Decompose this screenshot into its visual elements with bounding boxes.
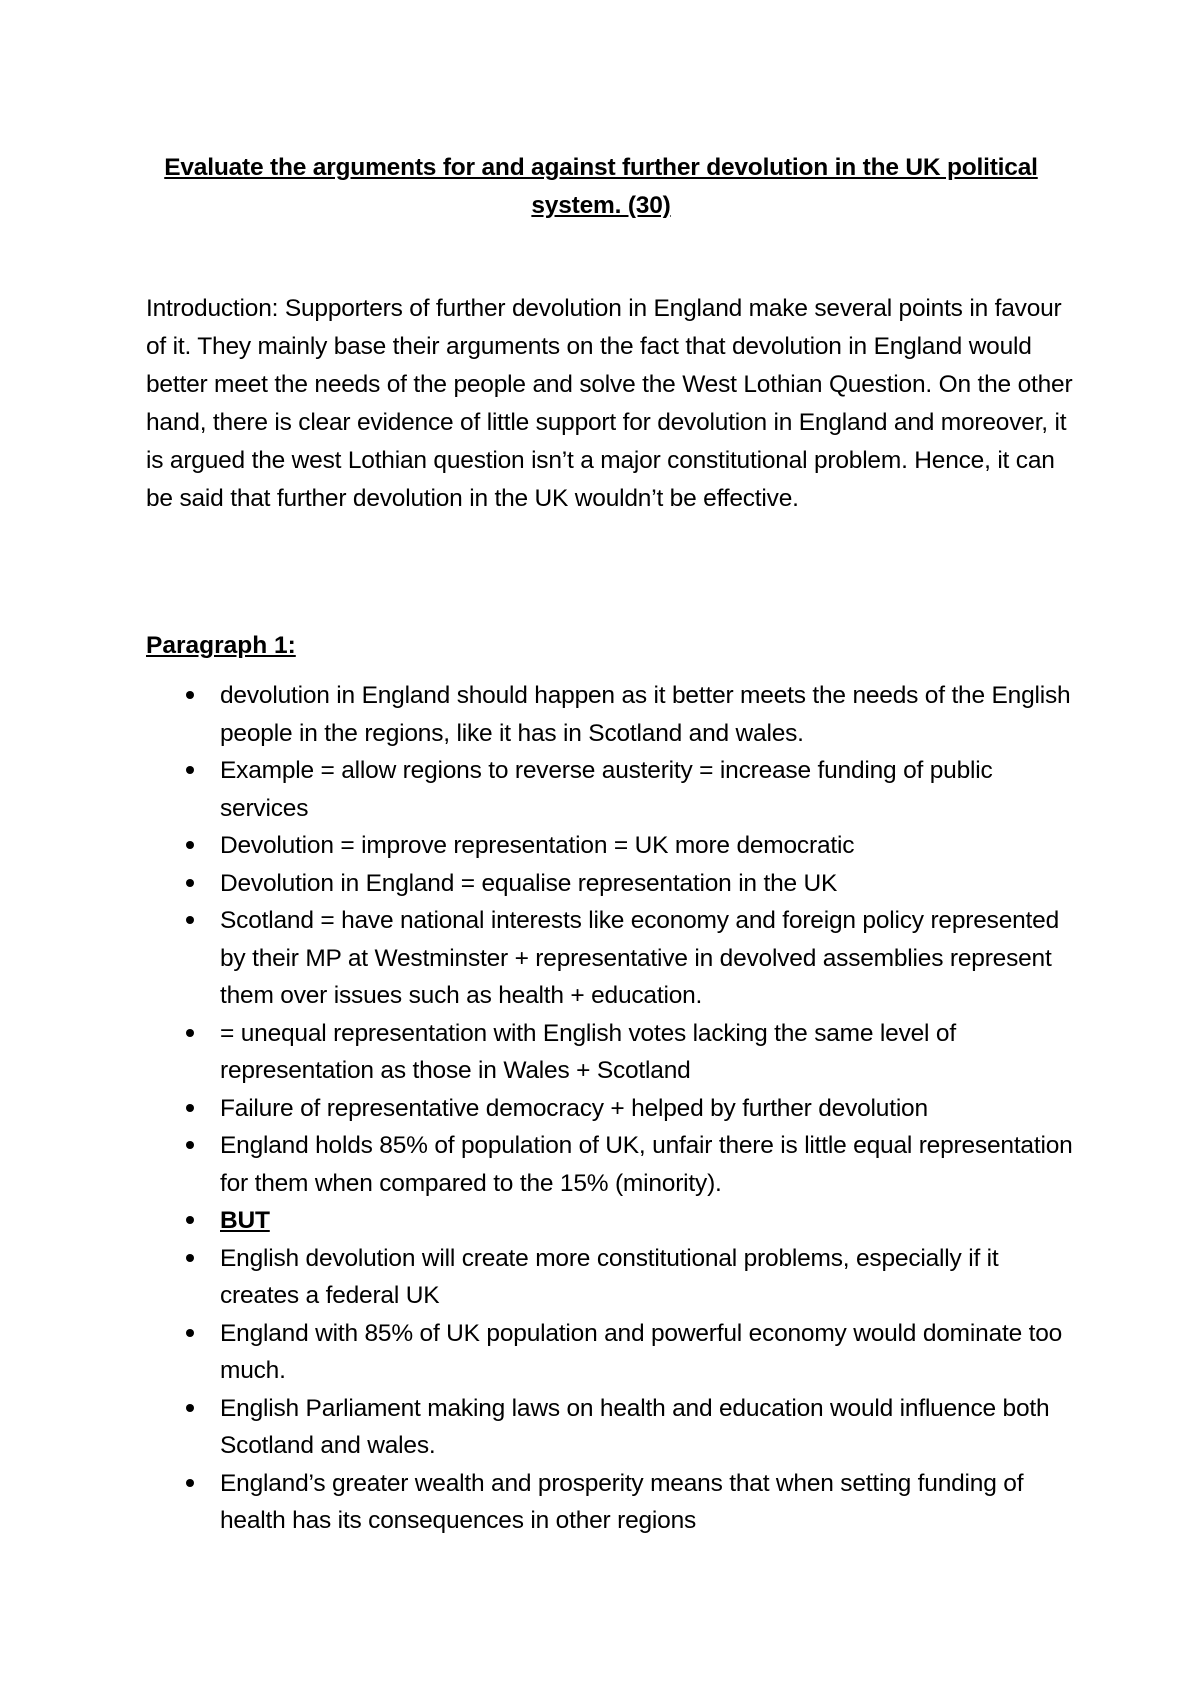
bullet-text: Failure of representative democracy + helped by further devolution xyxy=(220,1094,928,1122)
bullet-item xyxy=(146,865,1076,903)
bullet-text: Scotland = have national interests like economy and foreign policy represented by their MP at Westminster + representative in devolved assemblies represent them over issues such as health + education. xyxy=(220,907,1060,1009)
paragraph-1-bullet-list xyxy=(146,677,1076,1540)
bullet-icon xyxy=(186,916,194,924)
bullet-text-but: BUT xyxy=(220,1207,270,1234)
bullet-item xyxy=(146,752,1076,827)
bullet-icon xyxy=(186,1329,194,1337)
bullet-icon xyxy=(186,691,194,699)
bullet-icon xyxy=(186,1141,194,1149)
bullet-item xyxy=(146,1240,1076,1315)
bullet-item xyxy=(146,1315,1076,1390)
bullet-text: England with 85% of UK population and powerful economy would dominate too much. xyxy=(220,1319,1063,1384)
bullet-item xyxy=(146,677,1076,752)
bullet-icon xyxy=(186,1029,194,1037)
bullet-text: Devolution = improve representation = UK more democratic xyxy=(220,832,855,859)
essay-title: Evaluate the arguments for and against further devolution in the UK political system. (30) xyxy=(164,154,1038,219)
bullet-icon xyxy=(186,1104,194,1112)
bullet-icon xyxy=(186,1404,194,1412)
bullet-item xyxy=(146,1202,1076,1240)
bullet-icon xyxy=(186,766,194,774)
bullet-item xyxy=(146,902,1076,1015)
introduction-paragraph: Introduction: Supporters of further devolution in England make several points in favour of it. They mainly base their arguments on the fact that devolution in England would better meet the needs of the people and solve the West Lothian Question. On the other hand, there is clear evidence of little support for devolution in England and moreover, it is argued the west Lothian question isn’t a major constitutional problem. Hence, it can be said that further devolution in the UK wouldn’t be effective. xyxy=(146,295,1073,512)
bullet-icon xyxy=(186,879,194,887)
bullet-text: devolution in England should happen as it better meets the needs of the English people in the regions, like it has in Scotland and wales. xyxy=(220,682,1071,747)
bullet-item xyxy=(146,1015,1076,1090)
bullet-text: English Parliament making laws on health and education would influence both Scotland and wales. xyxy=(220,1394,1050,1459)
bullet-item xyxy=(146,1127,1076,1202)
bullet-text: England holds 85% of population of UK, unfair there is little equal representation for them when compared to the 15% (minority). xyxy=(220,1132,1073,1197)
paragraph-1-heading: Paragraph 1: xyxy=(146,632,296,659)
bullet-item xyxy=(146,1090,1076,1128)
bullet-text: England’s greater wealth and prosperity means that when setting funding of health has its consequences in other regions xyxy=(220,1469,1024,1534)
bullet-text: Devolution in England = equalise representation in the UK xyxy=(220,869,838,897)
bullet-item xyxy=(146,1390,1076,1465)
bullet-icon xyxy=(186,841,194,849)
bullet-text: English devolution will create more constitutional problems, especially if it creates a federal UK xyxy=(220,1244,999,1309)
bullet-text: Example = allow regions to reverse austerity = increase funding of public services xyxy=(220,757,993,822)
bullet-icon xyxy=(186,1254,194,1262)
bullet-icon xyxy=(186,1479,194,1487)
bullet-icon xyxy=(186,1216,194,1224)
bullet-item xyxy=(146,1465,1076,1540)
bullet-item xyxy=(146,827,1076,865)
bullet-text: = unequal representation with English votes lacking the same level of representation as those in Wales + Scotland xyxy=(220,1019,956,1084)
